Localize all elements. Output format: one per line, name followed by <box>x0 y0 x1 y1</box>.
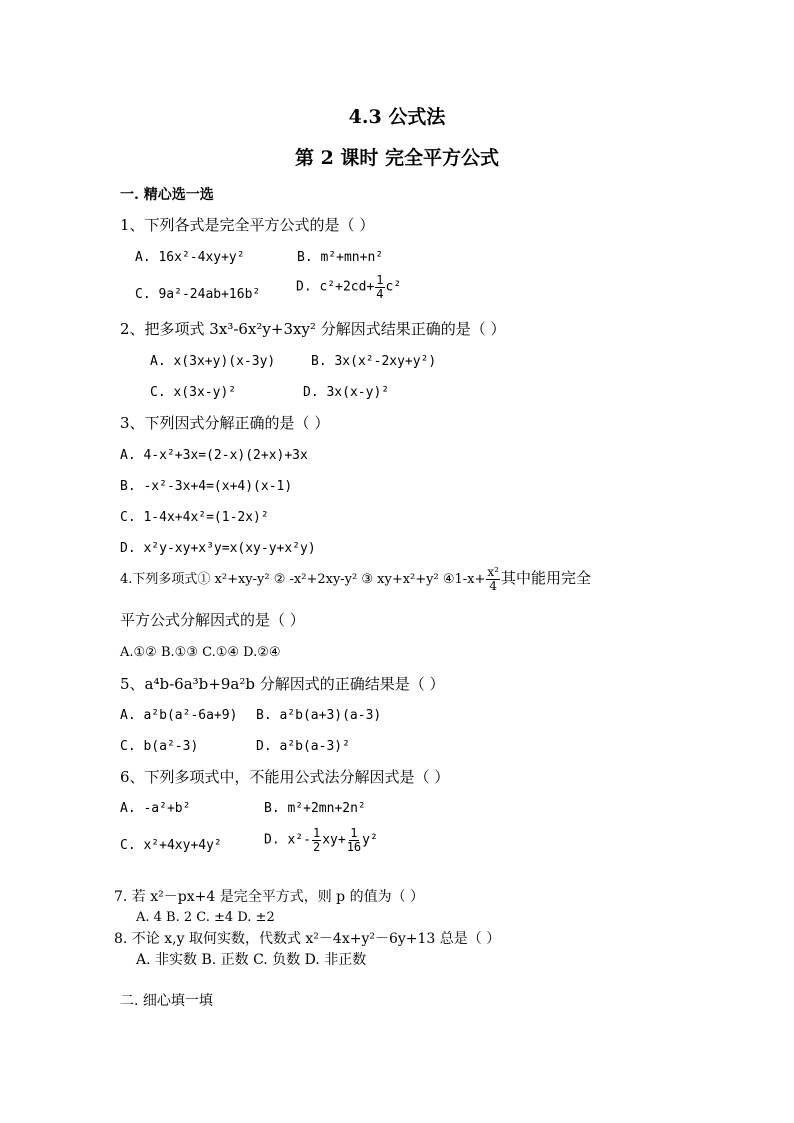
q2-option-a: A. x(3x+y)(x-3y) <box>150 354 276 369</box>
q1-option-d <box>296 274 401 300</box>
q6-option-c: C. x²+4xy+4y² <box>120 838 222 853</box>
q5-option-b: B. a²b(a+3)(a-3) <box>256 708 382 723</box>
question-1-stem: 1、下列各式是完全平方公式的是（ ） <box>120 216 375 234</box>
q3-option-d: D. x²y-xy+x³y=x(xy-y+x²y) <box>120 541 316 556</box>
question-3-stem: 3、下列因式分解正确的是（ ） <box>120 414 330 432</box>
section-heading-fill: 二. 细心填一填 <box>120 993 213 1009</box>
fraction-denominator: 4 <box>376 286 384 301</box>
q5-option-c: C. b(a²-3) <box>120 739 199 754</box>
q2-option-b: B. 3x(x²-2xy+y²) <box>311 354 437 369</box>
fraction-one-sixteenth <box>347 827 361 853</box>
question-2-stem: 2、把多项式 3x³-6x²y+3xy² 分解因式结果正确的是（ ） <box>120 320 506 338</box>
fraction-numerator: 1 <box>312 826 321 840</box>
q6-option-d-suffix: y² <box>362 832 378 848</box>
fraction-numerator: x² <box>487 565 499 579</box>
question-4-stem <box>120 566 591 592</box>
q6-option-d <box>264 827 378 853</box>
q1-option-b: B. m²+mn+n² <box>297 250 384 265</box>
q5-option-a: A. a²b(a²-6a+9) <box>120 708 238 723</box>
fraction-denominator: 2 <box>312 839 321 854</box>
question-7-stem: 7. 若 x²－px+4 是完全平方式，则 p 的值为（ ） <box>114 889 425 905</box>
fraction-one-half <box>312 827 321 853</box>
q3-option-a: A. 4-x²+3x=(2-x)(2+x)+3x <box>120 448 308 463</box>
q4-stem-prefix: 4.下列多项式① x²+xy-y² ② -x²+2xy-y² ③ xy+x²+y² ④1-x+ <box>120 572 486 588</box>
fraction-x-squared-over-4 <box>486 566 500 592</box>
fraction-denominator: 4 <box>489 578 497 593</box>
q6-option-b: B. m²+2mn+2n² <box>264 801 366 816</box>
page-title: 4.3 公式法 <box>348 106 446 128</box>
q3-option-c: C. 1-4x+4x²=(1-2x)² <box>120 510 269 525</box>
q3-option-b: B. -x²-3x+4=(x+4)(x-1) <box>120 479 293 494</box>
q4-stem-suffix: 其中能用完全 <box>500 569 591 588</box>
q4-options: A.①② B.①③ C.①④ D.②④ <box>120 645 281 660</box>
q1-option-c: C. 9a²-24ab+16b² <box>135 287 261 302</box>
q1-option-d-suffix: c² <box>385 279 402 295</box>
q6-option-a: A. -a²+b² <box>120 801 191 816</box>
q6-option-d-prefix: D. x²- <box>264 832 311 848</box>
q7-options: A. 4 B. 2 C. ±4 D. ±2 <box>136 910 275 925</box>
q1-option-d-prefix: D. c²+2cd+ <box>296 279 375 295</box>
question-6-stem: 6、下列多项式中，不能用公式法分解因式是（ ） <box>120 768 450 786</box>
question-4-stem-line2: 平方公式分解因式的是（ ） <box>120 611 305 629</box>
fraction-denominator: 16 <box>346 839 362 854</box>
q5-option-d: D. a²b(a-3)² <box>256 739 350 754</box>
question-5-stem: 5、a⁴b-6a³b+9a²b 分解因式的正确结果是（ ） <box>120 675 445 693</box>
q8-options: A. 非实数 B. 正数 C. 负数 D. 非正数 <box>136 952 367 968</box>
q2-option-d: D. 3x(x-y)² <box>303 385 390 400</box>
question-8-stem: 8. 不论 x,y 取何实数，代数式 x²－4x+y²－6y+13 总是（ ） <box>114 931 501 947</box>
q2-option-c: C. x(3x-y)² <box>150 385 237 400</box>
page-subtitle: 第 2 课时 完全平方公式 <box>294 147 500 169</box>
fraction-one-quarter <box>375 274 384 300</box>
q1-option-a: A. 16x²-4xy+y² <box>135 250 245 265</box>
fraction-numerator: 1 <box>350 826 358 840</box>
fraction-numerator: 1 <box>376 273 384 287</box>
section-heading-choice: 一. 精心选一选 <box>120 187 214 203</box>
q6-option-d-middle: xy+ <box>322 832 346 848</box>
